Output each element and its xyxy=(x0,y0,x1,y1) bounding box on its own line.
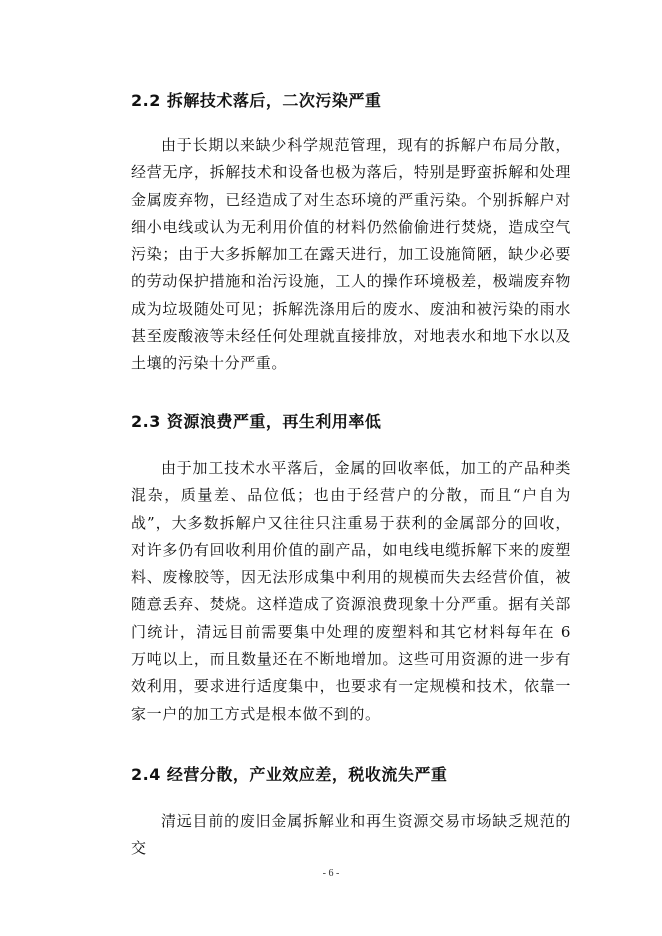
section-paragraph-2-4: 清远目前的废旧金属拆解业和再生资源交易市场缺乏规范的交 xyxy=(131,812,571,858)
page-number: - 6 - xyxy=(322,868,340,879)
section-heading-2-2: 2.2 拆解技术落后，二次污染严重 xyxy=(131,91,382,110)
section-paragraph-2-3: 由于加工技术水平落后，金属的回收率低，加工的产品种类混杂，质量差、品位低；也由于经营户的分散，而且“户自为战”，大多数拆解户又往往只注重易于获利的金属部分的回收，对许多仍有回收利用价值的副产品，如电线电缆拆解下来的废塑料、废橡胶等，因无法形成集中利用的规模而失去经营价值，被随意丢弃、焚烧。这样造成了资源浪费现象十分严重。据有关部门统计，清远目前需要集中处理的废塑料和其它材料每年在 6 万吨以上，而且数量还在不断地增加。这些可用资源的进一步有效利用，要求进行适度集中，也要求有一定规模和技术，依靠一家一户的加工方式是根本做不到的。 xyxy=(131,459,571,723)
section-paragraph-2-2: 由于长期以来缺少科学规范管理，现有的拆解户布局分散，经营无序，拆解技术和设备也极为落后，特别是野蛮拆解和处理金属废弃物，已经造成了对生态环境的严重污染。个别拆解户对细小电线或认为无利用价值的材料仍然偷偷进行焚烧，造成空气污染；由于大多拆解加工在露天进行，加工设施简陋，缺少必要的劳动保护措施和治污设施，工人的操作环境极差，极端废弃物成为垃圾随处可见；拆解洗涤用后的废水、废油和被污染的雨水甚至废酸液等未经任何处理就直接排放，对地表水和地下水以及土壤的污染十分严重。 xyxy=(131,136,571,373)
section-heading-2-4: 2.4 经营分散，产业效应差，税收流失严重 xyxy=(131,765,448,784)
section-heading-2-3: 2.3 资源浪费严重，再生利用率低 xyxy=(131,412,382,431)
